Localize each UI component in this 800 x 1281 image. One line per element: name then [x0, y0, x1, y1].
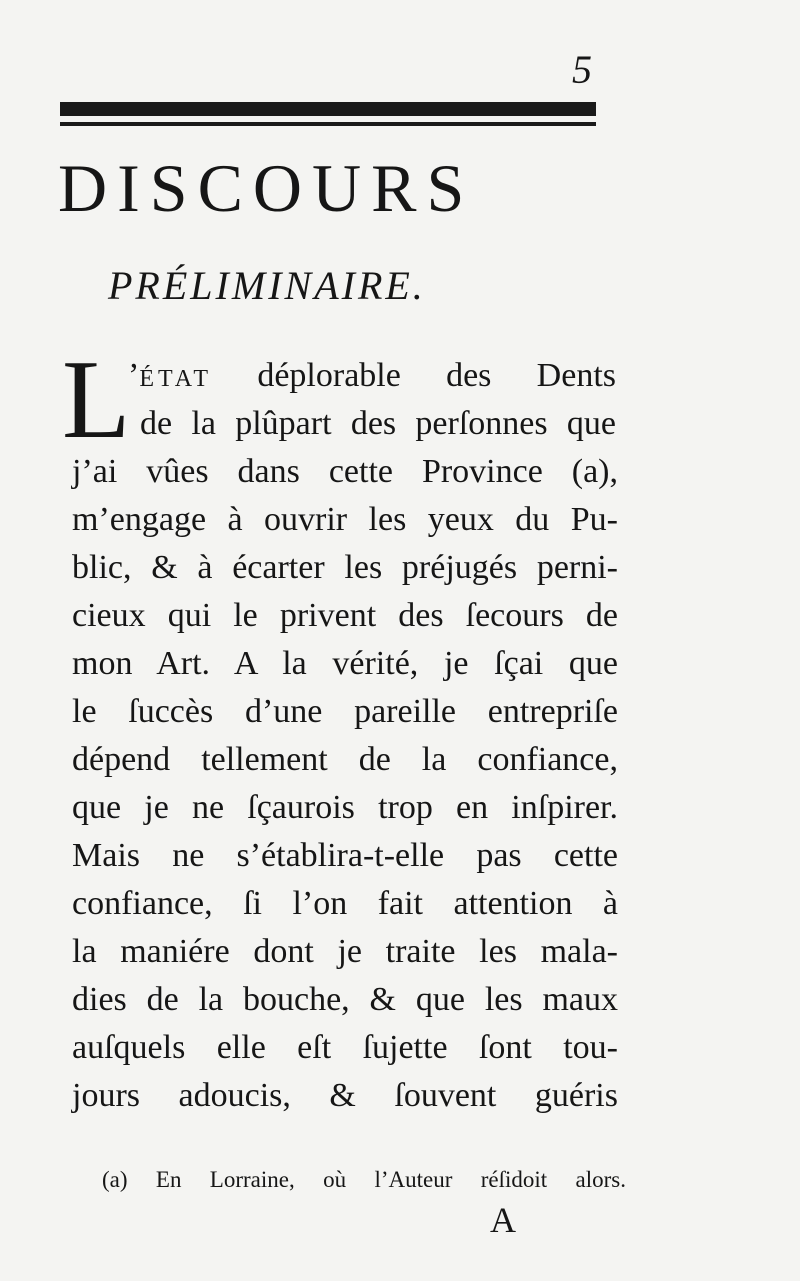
text-line: dépend tellement de la confiance,: [72, 741, 618, 778]
text-line: jours adoucis, & ſouvent guéris: [72, 1077, 618, 1114]
text-line: auſquels elle eſt ſujette ſont tou-: [72, 1029, 618, 1066]
footnote: (a) En Lorraine, où l’Auteur réſidoit alors.: [102, 1167, 626, 1192]
text-line: cieux qui le privent des ſecours de: [72, 597, 618, 634]
first-apostrophe: ’: [128, 357, 140, 394]
text-line: mon Art. A la vérité, je ſçai que: [72, 645, 618, 682]
text-line: le ſuccès d’une pareille entrepriſe: [72, 693, 618, 730]
chapter-subtitle: PRÉLIMINAIRE.: [108, 263, 426, 308]
header-rule-thin: [60, 122, 596, 126]
header-rule-thick: [60, 102, 596, 116]
text-line: la maniére dont je traite les mala-: [72, 933, 618, 970]
text-line: dies de la bouche, & que les maux: [72, 981, 618, 1018]
text-line: de la plûpart des perſonnes que: [140, 405, 616, 442]
chapter-title: DISCOURS: [58, 150, 475, 226]
text-line-first: [128, 356, 616, 399]
first-word-caps: ÉTAT: [139, 366, 213, 392]
text-line: confiance, ſi l’on fait attention à: [72, 885, 618, 922]
text-line: blic, & à écarter les préjugés perni-: [72, 549, 618, 586]
page-number: 5: [572, 47, 592, 92]
text-line: m’engage à ouvrir les yeux du Pu-: [72, 501, 618, 538]
signature-mark: A: [490, 1200, 516, 1240]
text-line: j’ai vûes dans cette Province (a),: [72, 453, 618, 490]
text-line: Mais ne s’établira-t-elle pas cette: [72, 837, 618, 874]
drop-cap: L: [62, 338, 131, 462]
first-line-rest: déplorable des Dents: [212, 357, 616, 394]
text-line: que je ne ſçaurois trop en inſpirer.: [72, 789, 618, 826]
